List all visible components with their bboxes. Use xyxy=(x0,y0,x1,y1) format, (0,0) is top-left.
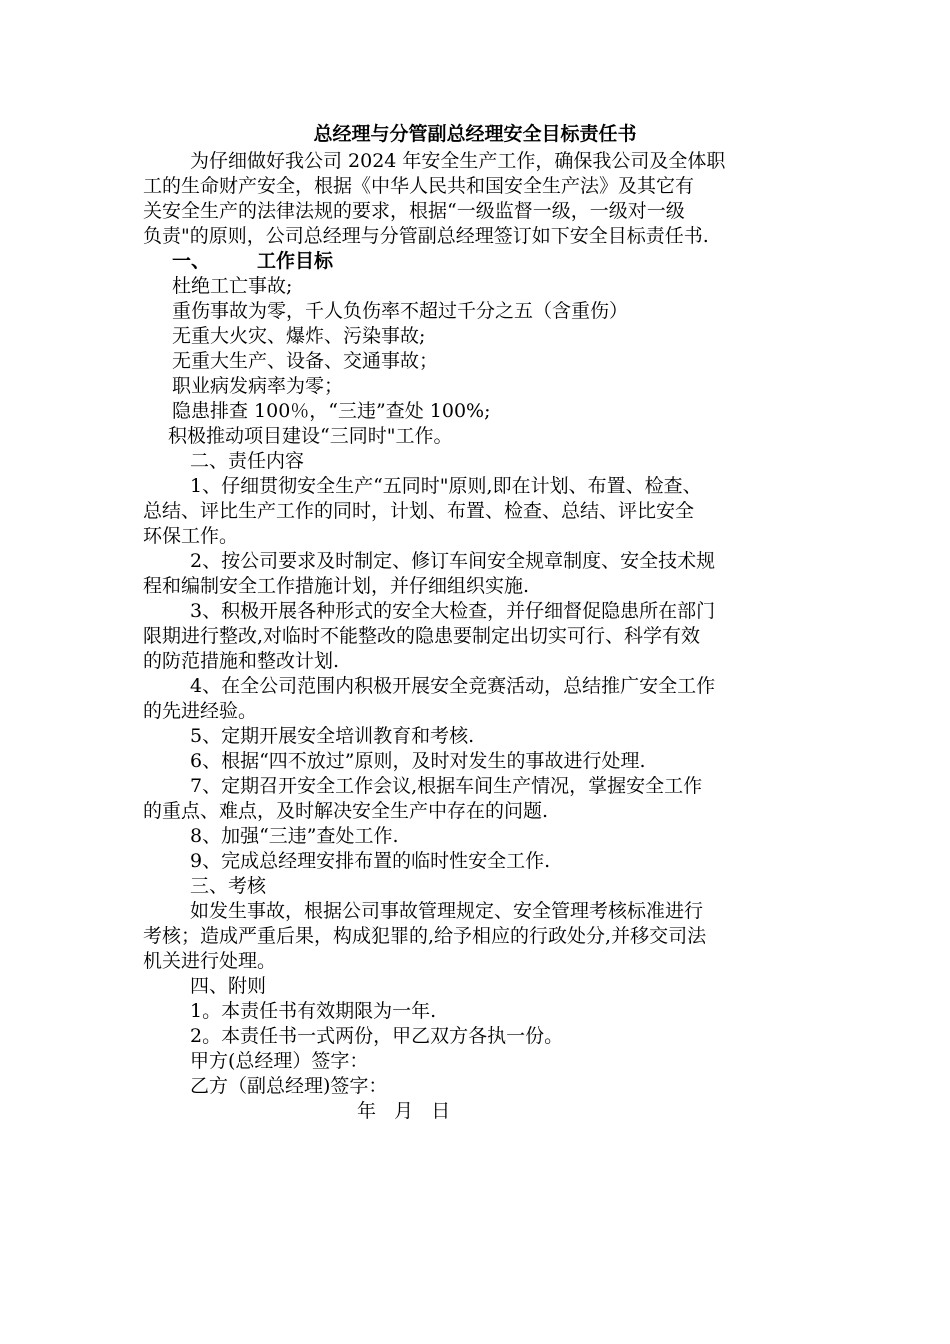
responsibility-line: 6、根据“四不放过”原则，及时对发生的事故进行处理. xyxy=(190,750,646,772)
responsibility-line: 总结、评比生产工作的同时，计划、布置、检查、总结、评比安全 xyxy=(143,500,695,522)
goal-item: 重伤事故为零，千人负伤率不超过千分之五（含重伤） xyxy=(172,300,629,322)
goal-item: 积极推动项目建设“三同时"工作。 xyxy=(168,425,453,447)
goal-item: 职业病发病率为零； xyxy=(172,375,344,397)
intro-line: 为仔细做好我公司 2024 年安全生产工作，确保我公司及全体职 xyxy=(190,150,726,172)
goal-item: 无重大生产、设备、交通事故； xyxy=(172,350,439,372)
appendix-line: 2。本责任书一式两份，甲乙双方各执一份。 xyxy=(190,1025,564,1047)
assessment-line: 机关进行处理。 xyxy=(143,950,277,972)
intro-line: 工的生命财产安全，根据《中华人民共和国安全生产法》及其它有 xyxy=(143,175,695,197)
responsibility-line: 5、定期开展安全培训教育和考核. xyxy=(190,725,475,747)
assessment-line: 如发生事故，根据公司事故管理规定、安全管理考核标准进行 xyxy=(190,900,704,922)
appendix-line: 1。本责任书有效期限为一年. xyxy=(190,1000,437,1022)
responsibility-line: 的先进经验。 xyxy=(143,700,258,722)
document-title: 总经理与分管副总经理安全目标责任书 xyxy=(313,123,637,145)
responsibility-line: 1、仔细贯彻安全生产“五同时"原则,即在计划、布置、检查、 xyxy=(190,475,702,497)
responsibility-line: 环保工作。 xyxy=(143,525,239,547)
responsibility-line: 9、完成总经理安排布置的临时性安全工作. xyxy=(190,850,551,872)
goal-item: 杜绝工亡事故; xyxy=(172,275,293,297)
responsibility-line: 程和编制安全工作措施计划，并仔细组织实施. xyxy=(143,575,530,597)
party-b-signature: 乙方（副总经理)签字： xyxy=(190,1075,388,1097)
goal-item: 隐患排查 100％，“三违”查处 100%; xyxy=(172,400,491,422)
section3-title: 三、考核 xyxy=(190,875,267,897)
signature-date: 年 月 日 xyxy=(357,1100,451,1122)
responsibility-line: 3、积极开展各种形式的安全大检查，并仔细督促隐患所在部门 xyxy=(190,600,716,622)
section2-title: 二、责任内容 xyxy=(190,450,305,472)
assessment-line: 考核；造成严重后果，构成犯罪的,给予相应的行政处分,并移交司法 xyxy=(143,925,707,947)
section1-number: 一、 xyxy=(172,250,211,272)
section1-title: 工作目标 xyxy=(257,250,334,272)
section4-title: 四、附则 xyxy=(190,975,267,997)
responsibility-line: 的重点、难点，及时解决安全生产中存在的问题. xyxy=(143,800,549,822)
intro-line: 负责"的原则，公司总经理与分管副总经理签订如下安全目标责任书. xyxy=(143,225,709,247)
responsibility-line: 的防范措施和整改计划. xyxy=(143,650,340,672)
intro-line: 关安全生产的法律法规的要求，根据“一级监督一级，一级对一级 xyxy=(143,200,685,222)
responsibility-line: 限期进行整改,对临时不能整改的隐患要制定出切实可行、科学有效 xyxy=(143,625,701,647)
responsibility-line: 7、定期召开安全工作会议,根据车间生产情况，掌握安全工作 xyxy=(190,775,703,797)
goal-item: 无重大火灾、爆炸、污染事故; xyxy=(172,325,426,347)
responsibility-line: 4、在全公司范围内积极开展安全竞赛活动，总结推广安全工作 xyxy=(190,675,716,697)
responsibility-line: 2、按公司要求及时制定、修订车间安全规章制度、安全技术规 xyxy=(190,550,716,572)
responsibility-line: 8、加强“三违”查处工作. xyxy=(190,825,399,847)
party-a-signature: 甲方(总经理）签字： xyxy=(190,1050,369,1072)
